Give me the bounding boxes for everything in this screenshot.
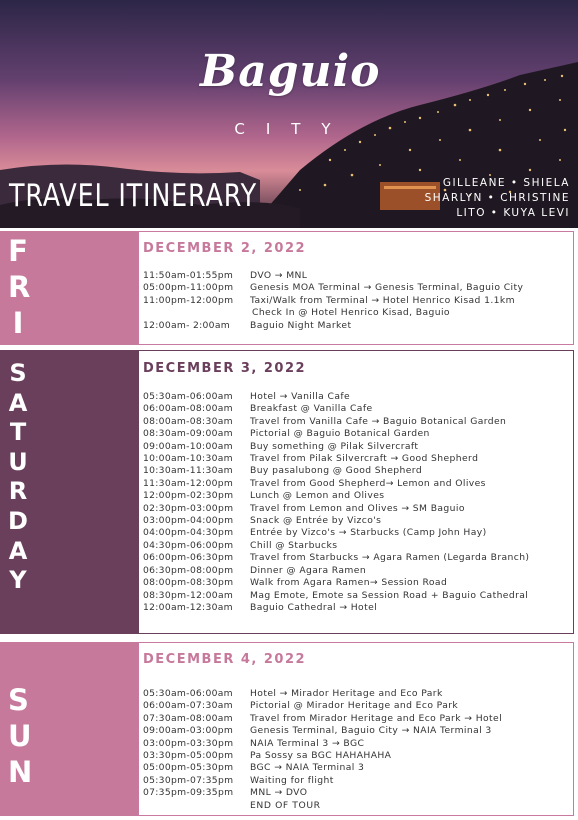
- event-row: [143, 441, 529, 453]
- travelers-list: [410, 176, 570, 221]
- event-activity: NAIA Terminal 3 → BGC: [250, 737, 365, 749]
- travelers-line: GILLEANE • SHIELA: [442, 177, 570, 189]
- day-tab-letters: [8, 683, 33, 794]
- event-time: 03:30pm-05:00pm: [143, 750, 234, 762]
- event-row: [143, 527, 529, 539]
- event-activity: Travel from Good Shepherd→ Lemon and Olives: [250, 477, 486, 489]
- event-time: 06:00am-07:30am: [143, 700, 233, 712]
- day-letter: R: [8, 270, 31, 304]
- event-row: [143, 700, 502, 712]
- event-activity: Waiting for flight: [250, 774, 334, 786]
- event-activity: Hotel → Mirador Heritage and Eco Park: [250, 688, 443, 699]
- event-time: 08:30am-09:00am: [143, 428, 233, 440]
- event-time: 12:00am-12:30am: [143, 601, 233, 613]
- end-of-tour-note: END OF TOUR: [250, 799, 321, 811]
- event-row: [143, 270, 523, 282]
- event-activity: BGC → NAIA Terminal 3: [250, 762, 365, 774]
- event-row: [143, 540, 529, 552]
- event-activity: Travel from Lemon and Olives → SM Baguio: [250, 502, 465, 514]
- day-letter: S: [9, 359, 27, 387]
- event-time: 12:00pm-02:30pm: [143, 490, 234, 502]
- event-row: [143, 750, 502, 762]
- day-tab: [0, 350, 138, 634]
- event-row: [143, 725, 502, 737]
- event-activity: DVO → MNL: [250, 270, 308, 281]
- event-activity: Entrée by Vizco's → Starbucks (Camp John Hay): [250, 527, 487, 539]
- event-activity: Genesis Terminal, Baguio City → NAIA Terminal 3: [250, 725, 492, 737]
- event-time: 05:30pm-07:35pm: [143, 774, 234, 786]
- day-letter: N: [8, 755, 33, 789]
- event-row: [143, 787, 502, 799]
- event-activity: Travel from Pilak Silvercraft → Good Shepherd: [250, 453, 479, 465]
- day-section-saturday: [0, 350, 574, 634]
- day-section-sunday: [0, 642, 574, 816]
- event-activity: Travel from Starbucks → Agara Ramen (Legarda Branch): [250, 552, 530, 564]
- event-time: 09:00am-10:00am: [143, 440, 233, 452]
- event-row: [143, 320, 523, 332]
- logo-script-text: Baguio: [200, 46, 381, 97]
- event-activity: Chill @ Starbucks: [250, 539, 338, 551]
- day-letter: S: [8, 683, 29, 717]
- event-time: 10:00am-10:30am: [143, 453, 233, 465]
- event-row: [143, 478, 529, 490]
- event-time: 03:00pm-03:30pm: [143, 737, 234, 749]
- day-card: [138, 231, 574, 345]
- event-row: [143, 295, 523, 307]
- event-time: 04:30pm-06:00pm: [143, 539, 234, 551]
- travelers-line: SHARLYN • CHRISTINE: [424, 192, 570, 204]
- day-tab: [0, 642, 138, 816]
- event-activity: Genesis MOA Terminal → Genesis Terminal, Baguio City: [250, 282, 524, 294]
- event-time: 07:35pm-09:35pm: [143, 787, 234, 799]
- event-row: [143, 713, 502, 725]
- event-activity: Dinner @ Agara Ramen: [250, 564, 367, 576]
- event-row: [143, 602, 529, 614]
- event-list: [143, 270, 523, 332]
- event-list: [143, 391, 529, 614]
- event-activity: Pictorial @ Mirador Heritage and Eco Park: [250, 700, 459, 712]
- logo-subtitle: CITY: [234, 120, 352, 138]
- event-time: 11:00pm-12:00pm: [143, 294, 234, 306]
- event-row: [143, 490, 529, 502]
- day-letter: F: [8, 234, 28, 268]
- event-time: 08:00am-08:30am: [143, 415, 233, 427]
- event-row: [143, 391, 529, 403]
- day-letter: I: [12, 306, 24, 340]
- event-activity: Pictorial @ Baguio Botanical Garden: [250, 428, 430, 440]
- day-card: [138, 350, 574, 634]
- event-row: [143, 428, 529, 440]
- event-time: 08:30pm-12:00am: [143, 589, 234, 601]
- event-row: [143, 565, 529, 577]
- event-activity: Travel from Vanilla Cafe → Baguio Botanical Garden: [250, 415, 507, 427]
- event-time: 05:30am-06:00am: [143, 688, 233, 699]
- event-row: [143, 552, 529, 564]
- event-activity: MNL → DVO: [250, 787, 308, 799]
- day-letter: A: [8, 536, 28, 565]
- event-row: [143, 775, 502, 787]
- day-letter: U: [8, 719, 32, 753]
- event-activity: Buy something @ Pilak Silvercraft: [250, 440, 419, 452]
- event-time: 11:30am-12:00pm: [143, 477, 234, 489]
- event-row: [143, 577, 529, 589]
- day-tab: [0, 231, 138, 345]
- day-letter: D: [8, 506, 28, 535]
- event-time: 09:00am-03:00pm: [143, 725, 234, 737]
- day-tab-letters: [8, 234, 31, 345]
- day-letter: A: [8, 388, 28, 417]
- event-row: [143, 590, 529, 602]
- event-time: 02:30pm-03:00pm: [143, 502, 234, 514]
- event-list: [143, 688, 502, 812]
- event-row: [143, 416, 529, 428]
- event-row: [143, 307, 523, 319]
- event-row: [143, 762, 502, 774]
- event-time: [143, 307, 250, 319]
- event-activity: Hotel → Vanilla Cafe: [250, 391, 351, 402]
- day-letter: T: [9, 418, 27, 447]
- travelers-line: LITO • KUYA LEVI: [456, 207, 570, 219]
- event-row: [143, 282, 523, 294]
- event-activity: Travel from Mirador Heritage and Eco Park → Hotel: [250, 712, 503, 724]
- day-card: [138, 642, 574, 816]
- event-row: [143, 515, 529, 527]
- event-activity: Snack @ Entrée by Vizco's: [250, 515, 382, 527]
- event-time: 03:00pm-04:00pm: [143, 515, 234, 527]
- day-letter: Y: [9, 566, 27, 595]
- event-row: [143, 403, 529, 415]
- event-time: 12:00am- 2:00am: [143, 319, 231, 331]
- day-date: DECEMBER 2, 2022: [143, 241, 307, 256]
- event-activity: Baguio Cathedral → Hotel: [250, 601, 378, 613]
- event-activity: Buy pasalubong @ Good Shepherd: [250, 465, 423, 477]
- event-row: [143, 688, 502, 700]
- event-row: [143, 503, 529, 515]
- event-activity: Check In @ Hotel Henrico Kisad, Baguio: [252, 307, 450, 319]
- event-time: 10:30am-11:30am: [143, 465, 233, 477]
- event-time: 08:00pm-08:30pm: [143, 577, 234, 589]
- header-banner: [0, 0, 578, 228]
- day-date: DECEMBER 4, 2022: [143, 652, 307, 667]
- event-activity: Baguio Night Market: [250, 319, 352, 331]
- event-time: 05:00pm-05:30pm: [143, 762, 234, 774]
- event-time: 04:00pm-04:30pm: [143, 527, 234, 539]
- event-time: 07:30am-08:00am: [143, 712, 233, 724]
- event-time: 06:00am-08:00am: [143, 403, 233, 415]
- event-activity: Taxi/Walk from Terminal → Hotel Henrico Kisad 1.1km: [250, 294, 515, 306]
- day-section-friday: [0, 231, 574, 345]
- event-time: 06:00pm-06:30pm: [143, 552, 234, 564]
- event-row: [143, 800, 502, 812]
- event-row: [143, 453, 529, 465]
- event-time: 05:00pm-11:00pm: [143, 282, 234, 294]
- day-tab-letters: [8, 361, 28, 598]
- event-time: 11:50am-01:55pm: [143, 270, 234, 281]
- event-activity: Breakfast @ Vanilla Cafe: [250, 403, 373, 415]
- event-activity: Mag Emote, Emote sa Session Road + Baguio Cathedral: [250, 589, 529, 601]
- event-activity: Lunch @ Lemon and Olives: [250, 490, 385, 502]
- day-letter: R: [8, 477, 28, 506]
- event-activity: Pa Sossy sa BGC HAHAHAHA: [250, 750, 392, 762]
- day-letter: U: [8, 447, 28, 476]
- event-time: 05:30am-06:00am: [143, 391, 233, 402]
- event-time: 06:30pm-08:00pm: [143, 564, 234, 576]
- event-row: [143, 738, 502, 750]
- event-row: [143, 465, 529, 477]
- day-date: DECEMBER 3, 2022: [143, 361, 307, 376]
- page-title: TRAVEL ITINERARY: [9, 178, 257, 214]
- event-activity: Walk from Agara Ramen→ Session Road: [250, 577, 448, 589]
